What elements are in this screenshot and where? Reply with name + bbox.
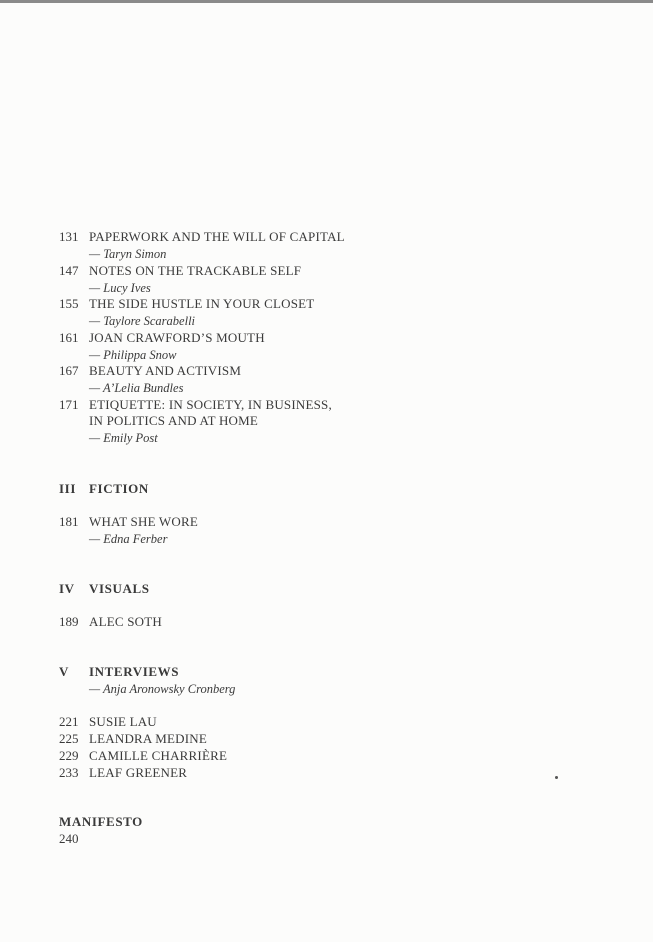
section-title: INTERVIEWS [89, 664, 180, 679]
page-number: 225 [59, 731, 79, 746]
section-numeral: IV [59, 581, 75, 596]
entry-title: PAPERWORK AND THE WILL OF CAPITAL [89, 229, 345, 244]
page-number: 233 [59, 765, 79, 780]
entry-author: — Emily Post [89, 431, 158, 445]
page-number: 221 [59, 714, 79, 729]
manifesto-title: MANIFESTO [59, 814, 143, 829]
page-number: 161 [59, 330, 79, 345]
entry-title: LEAF GREENER [89, 765, 188, 780]
entry-title: WHAT SHE WORE [89, 514, 199, 529]
entry-title: CAMILLE CHARRIÈRE [89, 748, 228, 763]
entry-author: — Lucy Ives [89, 281, 151, 295]
section-numeral: III [59, 481, 76, 496]
entry-title: ETIQUETTE: IN SOCIETY, IN BUSINESS, [89, 397, 332, 412]
entry-author: — A’Lelia Bundles [89, 381, 184, 395]
section-title: VISUALS [89, 581, 150, 596]
entry-author: — Philippa Snow [89, 348, 177, 362]
entry-title: NOTES ON THE TRACKABLE SELF [89, 263, 302, 278]
entry-author: — Taryn Simon [89, 247, 167, 261]
page-number: 167 [59, 363, 79, 378]
entry-title: SUSIE LAU [89, 714, 157, 729]
page-number: 171 [59, 397, 79, 412]
entry-title: BEAUTY AND ACTIVISM [89, 363, 242, 378]
section-author: — Anja Aronowsky Cronberg [89, 682, 236, 696]
page-number: 229 [59, 748, 79, 763]
page-number: 240 [59, 831, 79, 846]
page-number: 131 [59, 229, 79, 244]
entry-title-line2: IN POLITICS AND AT HOME [89, 413, 259, 428]
entry-title: THE SIDE HUSTLE IN YOUR CLOSET [89, 296, 315, 311]
page-number: 181 [59, 514, 79, 529]
page-number: 189 [59, 614, 79, 629]
entry-title: ALEC SOTH [89, 614, 162, 629]
speck-mark [555, 776, 558, 779]
section-title: FICTION [89, 481, 149, 496]
entry-title: JOAN CRAWFORD’S MOUTH [89, 330, 265, 345]
page-number: 155 [59, 296, 79, 311]
entry-author: — Taylore Scarabelli [89, 314, 196, 328]
page-number: 147 [59, 263, 79, 278]
entry-author: — Edna Ferber [89, 532, 168, 546]
entry-title: LEANDRA MEDINE [89, 731, 207, 746]
section-numeral: V [59, 664, 69, 679]
